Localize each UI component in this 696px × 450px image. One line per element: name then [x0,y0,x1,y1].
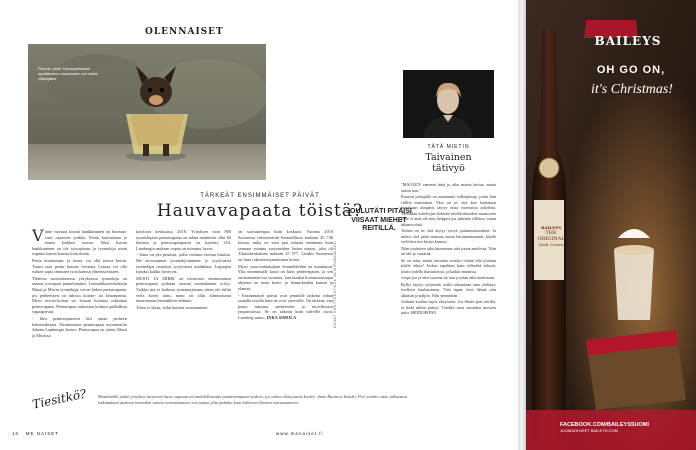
portrait-illustration [403,70,494,138]
dog-illustration [28,44,266,180]
ad-tagline: it's Christmas! [591,82,673,97]
ad-brand-logo: BAILEYS [594,34,662,48]
bottle-label: BAILEYS THE ORIGINAL Irish Cream [537,225,565,247]
column-label: TÄTÄ MIETIN [427,144,470,150]
paragraph: - Idea pentuvapaaseen tuli oman perheen kokemuksesta. Ensimmaiset pentuvapaat myonnettiin Juhana Lambergin kertoo. Pentuvapaa on otettu Musti ja Mirrissa [32,315,127,338]
column-title: Taivainen tätivyö [425,152,472,174]
site-url: www.menaiset.fi [276,431,324,436]
author-byline: INKA SIMOLA [266,314,297,320]
dog-photo [28,44,266,180]
photo-credit: KUVAT SHUTTERSTOCK JA MIRANDA AHO [333,240,337,328]
paragraph: Yhdessa suomalaisessa yrityksessa tyontekija on saanut tyovapaat pentulomaksi. Lemmikkitarvikeketju Musti ja Mirrin tyontekijat voivat hakea pentuvapaata, jos perheeseen on tulossa koiran- tai kissanpentu. Myos rescue-koiran tai -kissan kotiutus oikeuttaa pentuvapaan. Pentuvapaa tarkoittaa kolmea palkallista vapaapaivaa. [32,275,127,315]
paragraph: Tuloa ei yhtaa, sillai koirien omistaminen [136,304,208,310]
paragraph: Kuoron johtajalla on muutamia valkojuttuja, joista hän väliltä muistuttaa. Yksi on se, että kun laulettaan aseteltaan alaspäin, täytyy ottaa varovaisia askeleita. Varsinkin esiteltyjen kohtien sävelkorkeuden muutosten ja se ei aina ole niin helppoa jos näköala vilkkuu, sinun aikansa ehtii. [401,194,496,227]
ad-footer [560,422,690,433]
paragraph: MUSTI JA MIRRI on tiettavasti ensimmainen pentuvapaan tyoltaan ottanut suomalainen yritys. Vaikka sita ei kaikista tyonantajistaan sitten ole tullut viela kovin tuttu, moni on ollut kiinnostunut nimeomaan lemmikkien tehtaita. [136,275,231,304]
section-title: OLENNAISET [145,27,224,37]
article-column-1 [32,226,127,339]
article-headline: Hauvavapaata töistä? [156,201,364,221]
paragraph: Jouluun kuuluu myös eksymiset. Jos lähtee pois reitiltä, ei tiedä mihin päätyy. Tästäkö tuon viisaiden miesten juttu. HEIDI HEINO [401,299,496,315]
author-portrait [403,70,494,138]
paragraph: Myos vuorovaikutuksen lemmikkeihin on muuttunut. Yha useammalle koira on kuin perheenjasen, ja sen omistaminen tuo vastuuta, kun kunkin koiranomistajan ohjeena on taata hoito- ja lemmikeiden kanssa ja elamaa. [238,263,333,291]
paragraph: kayttoon keskuussa 2018. Yrityksen noin 800 tyontekijasta pentuvapaata on tahan mennessa ollut 84 ihmista ja pentuvapaapaivia on kaytetty 254. Lambergin mukaan vapaa on toiminut hyvin. [136,229,231,251]
paragraph: Viime vuosina koiran hankkiminen on huomaa- vasti osaavien joukko. Pentu kotiutetaan jo ennen kaikkea seuraa. Siksi koiran hankkiminen on ole tyosopimus ja tyontekija usein sopinut koiran kanssa kuin ilman. [32,226,127,257]
ad-slogan: OH GO ON, [596,64,666,76]
sidebar-heading: Tiesitkö? [31,386,88,412]
paragraph: on suosituimpaa kuin koskaan. Vuonna 2018 Suomessa rekisteroitiin Kennelliiton mukaan 45 748 koiraa, mika on vain pari tuhatta enemman kuin samana vuonna syntyneiden lasten maara, joka oli Tilastokeskuksen mukaan 47 577. Lisaksi Suomessa on lisaa rekisteroitymattomia koiria. [238,229,333,262]
paragraph: Toinen on se, että täytyy syöyä joulumuistutukset. Ja mietti, että pitää muistaa sanoa loittumattomasti, käydä vielä kiertosi kirjan kanssa... [401,228,496,244]
website-link[interactable]: JUOMAOHJEET BAILEYS.COM [560,428,618,433]
photo-caption: Piccolo, pitsi! Koiraopetuksen opettamisen osaaminen voi vieda viikkojakin. [38,66,98,81]
paragraph: "MÄOLEN vanneut tästä jo aika monta kertaa, mutta sanon taas." [401,182,496,193]
page-folio: 10 ME NAISET [12,431,60,436]
article-column-3 [238,229,333,322]
facebook-link[interactable]: FACEBOOK.COM/BAILEYSSUOMI [560,422,649,428]
article-column-2 [136,229,231,311]
paragraph: Joopa joo ja ensi vuonna on taas jouluni aika uudestaan. [401,275,495,280]
paragraph: Näin jouluisen aika huomenna oitä jotain mielessä. Niin on täti ja vastarak. [401,245,496,256]
paragraph: Ryllyt täytyy tyhjentää, mikä oikeastaan aina yhdistyy itselleen kuulumiseen. Tätä tapaa, ettei lähteä niin aikaisin ja paljon. Niin ymmärrän. [401,281,496,298]
drop-cap: V [32,226,44,245]
paragraph: - Tama on yks pienista, joilla voidaan erottua ihmisia. Me arvostamme tyontekijoitamme, ja tyytyvaiset tyontekijat tuottavat tyytyvaisia asiakkaita. Loppujen lopuksi kaikki hyotyvat. [136,252,231,275]
paragraph: Se on totta, mutta toisaalta voisiko viidan olla jouluun tilalle oikea? Joskus tapahtuu kuin selkeältä talusta, jotain todella ihastuttavaa, ja kaikki muuttuu. [401,257,496,274]
paragraph: - Ensimmaiset paivat ovat pennulle tarkeita vahan samalla tavalla kuin ne ovat vauvoille. On tarkeaa, etta pentu tutustuu perheeseen ja turvallisessa ymparistossa. Se on tarkeaa kuin tuleville tavat, Lamberg sanoo. INKA SIMOLA [238,292,333,320]
column-text [401,182,496,317]
paragraph: Pentu kotiutetaan, ja tietaa, voi olla toivoa kotiin. Tutusi uusi pentu kotona vieraina. Lomaa voi olla vaikea sopia ihmisten tyon kanssa yhteensovittaen. [32,257,127,275]
sidebar-text: Maailmalla jotkin yritykset tarjoavat myos vapaata tai mahdollisuutta puuttuvampaan tyohon, jos vakea elainystava kuolee. Anne Business Insider. Perl voinho otten julkaistun tutkimuksen mukaan lemmikin vakava sairastuminen voi tuntua yhta pahalta kuin lahiesen ihmisen sairastuminen. [98,394,407,405]
article-kicker: TÄRKEÄT ENSIMMÄISET PÄIVÄT [200,193,320,199]
page-gutter [518,0,526,450]
pull-quote: JOULUTÄTI PITÄISI VIISAAT MIEHET REITILLÄ. [346,208,412,232]
